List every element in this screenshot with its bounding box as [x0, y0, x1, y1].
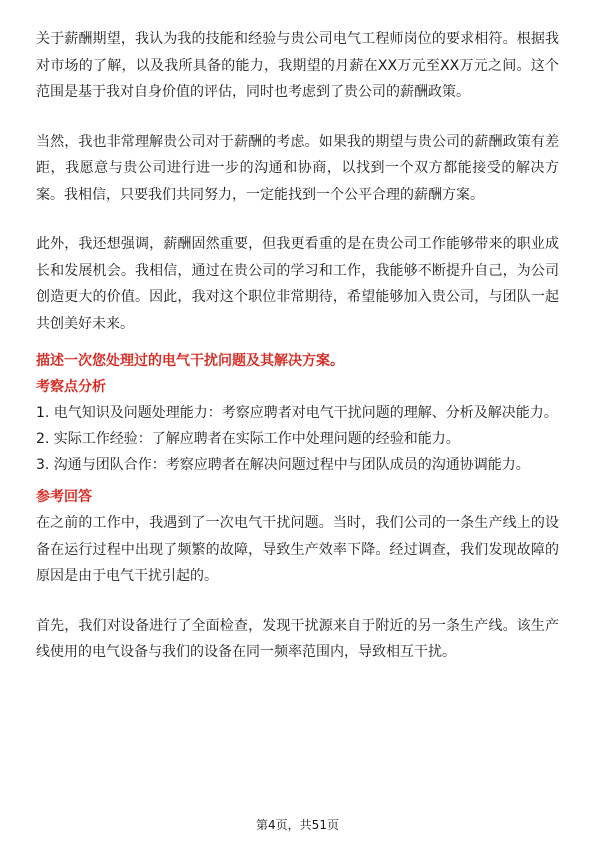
answer-heading: 参考回答 [36, 489, 92, 505]
analysis-item: 3. 沟通与团队合作：考察应聘者在解决问题过程中与团队成员的沟通协调能力。 [36, 457, 530, 473]
body-paragraph: 此外，我还想强调，薪酬固然重要，但我更看重的是在贵公司工作能够带来的职业成长和发展机会。我相信，通过在贵公司的学习和工作，我能够不断提升自己，为公司创造更大的价值。因此，我对这个职位非常期待，希望能够加入贵公司，与团队一起共创美好未来。 [36, 236, 559, 332]
answer-paragraph: 首先，我们对设备进行了全面检查，发现干扰源来自于附近的另一条生产线。该生产线使用的电气设备与我们的设备在同一频率范围内，导致相互干扰。 [36, 617, 559, 660]
analysis-item: 1. 电气知识及问题处理能力：考察应聘者对电气干扰问题的理解、分析及解决能力。 [36, 405, 558, 421]
analysis-heading: 考察点分析 [36, 379, 106, 395]
body-paragraph: 关于薪酬期望，我认为我的技能和经验与贵公司电气工程师岗位的要求相符。根据我对市场的了解，以及我所具备的能力，我期望的月薪在XX万元至XX万元之间。这个范围是基于我对自身价值的评估，同时也考虑到了贵公司的薪酬政策。 [36, 31, 559, 100]
body-paragraph: 当然，我也非常理解贵公司对于薪酬的考虑。如果我的期望与贵公司的薪酬政策有差距，我愿意与贵公司进行进一步的沟通和协商，以找到一个双方都能接受的解决方案。我相信，只要我们共同努力，一定能找到一个公平合理的薪酬方案。 [36, 133, 559, 203]
analysis-item: 2. 实际工作经验：了解应聘者在实际工作中处理问题的经验和能力。 [36, 431, 460, 447]
answer-paragraph: 在之前的工作中，我遇到了一次电气干扰问题。当时，我们公司的一条生产线上的设备在运行过程中出现了频繁的故障，导致生产效率下降。经过调查，我们发现故障的原因是由于电气干扰引起的。 [36, 515, 559, 584]
spacer [36, 478, 559, 486]
question-heading: 描述一次您处理过的电气干扰问题及其解决方案。 [36, 353, 344, 369]
page-number: 第4页，共51页 [256, 818, 339, 832]
document-page [36, 26, 559, 689]
